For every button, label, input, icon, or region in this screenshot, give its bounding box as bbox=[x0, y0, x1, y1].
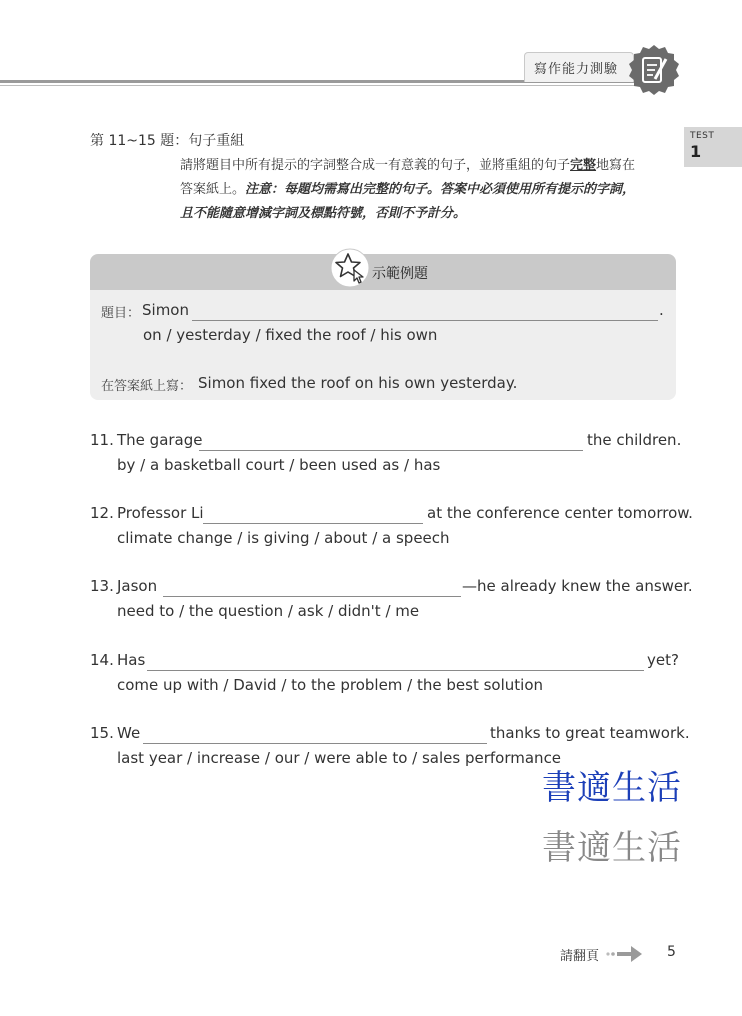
question-end: yet? bbox=[647, 651, 679, 669]
header-title: 寫作能力測驗 bbox=[534, 62, 619, 77]
example-answer-line bbox=[192, 320, 658, 321]
page-number: 5 bbox=[667, 944, 676, 960]
question-answer-line[interactable] bbox=[147, 670, 644, 671]
question-words: last year / increase / our / were able to / sales performance bbox=[117, 749, 562, 767]
question-end: —he already knew the answer. bbox=[462, 577, 693, 595]
question-answer-line[interactable] bbox=[143, 743, 487, 744]
question-number: 15. bbox=[90, 724, 114, 742]
instructions-line-2-start: 答案紙上。 bbox=[180, 182, 246, 197]
question-answer-line[interactable] bbox=[199, 450, 583, 451]
question-end: at the conference center tomorrow. bbox=[427, 504, 693, 522]
question-start: The garage bbox=[117, 431, 203, 449]
example-answer-label: 在答案紙上寫： bbox=[101, 379, 193, 394]
example-title: 示範例題 bbox=[372, 266, 428, 282]
instructions-emphasis: 完整 bbox=[570, 158, 597, 173]
question-number: 13. bbox=[90, 577, 114, 595]
instructions-line-2 bbox=[180, 178, 680, 202]
test-tab-label: TEST bbox=[690, 131, 715, 141]
watermark-blue: 書適生活 bbox=[542, 768, 682, 808]
example-answer-text: Simon fixed the roof on his own yesterday. bbox=[198, 374, 518, 392]
question-start: We bbox=[117, 724, 141, 742]
example-question-label: 題目： bbox=[101, 306, 141, 321]
test-tab bbox=[684, 127, 742, 167]
header-rule-thin bbox=[0, 85, 640, 86]
question-number: 11. bbox=[90, 431, 114, 449]
watermark-gray: 書適生活 bbox=[542, 828, 682, 868]
instructions-text bbox=[180, 154, 680, 226]
pen-paper-icon bbox=[628, 44, 680, 96]
instructions-line-1-end: 地寫在 bbox=[596, 158, 636, 173]
section-title: 第 11~15 題：句子重組 bbox=[90, 133, 245, 149]
instructions-line-1-start: 請將題目中所有提示的字詞整合成一有意義的句子，並將重組的句子 bbox=[180, 158, 571, 173]
question-words: by / a basketball court / been used as / has bbox=[117, 456, 441, 474]
instructions-note: 注意：每題均需寫出完整的句子。答案中必須使用所有提示的字詞， bbox=[245, 182, 636, 197]
question-words: come up with / David / to the problem / the best solution bbox=[117, 676, 544, 694]
turn-page-label: 請翻頁 bbox=[560, 949, 600, 964]
question-start: Professor Li bbox=[117, 504, 204, 522]
star-pointer-icon bbox=[330, 248, 370, 288]
question-answer-line[interactable] bbox=[203, 523, 423, 524]
question-number: 12. bbox=[90, 504, 114, 522]
test-tab-number: 1 bbox=[690, 142, 702, 161]
instructions-line-1 bbox=[180, 154, 680, 178]
example-question-text: Simon bbox=[142, 301, 189, 319]
question-start: Has bbox=[117, 651, 146, 669]
example-question-end: . bbox=[659, 301, 664, 319]
question-words: climate change / is giving / about / a speech bbox=[117, 529, 450, 547]
question-answer-line[interactable] bbox=[163, 596, 461, 597]
arrow-right-icon bbox=[604, 944, 646, 964]
question-words: need to / the question / ask / didn't / me bbox=[117, 602, 420, 620]
question-number: 14. bbox=[90, 651, 114, 669]
question-start: Jason bbox=[117, 577, 158, 595]
example-words: on / yesterday / fixed the roof / his own bbox=[143, 326, 438, 344]
question-end: thanks to great teamwork. bbox=[490, 724, 690, 742]
question-end: the children. bbox=[587, 431, 682, 449]
instructions-line-3: 且不能隨意增減字詞及標點符號，否則不予計分。 bbox=[180, 206, 467, 221]
